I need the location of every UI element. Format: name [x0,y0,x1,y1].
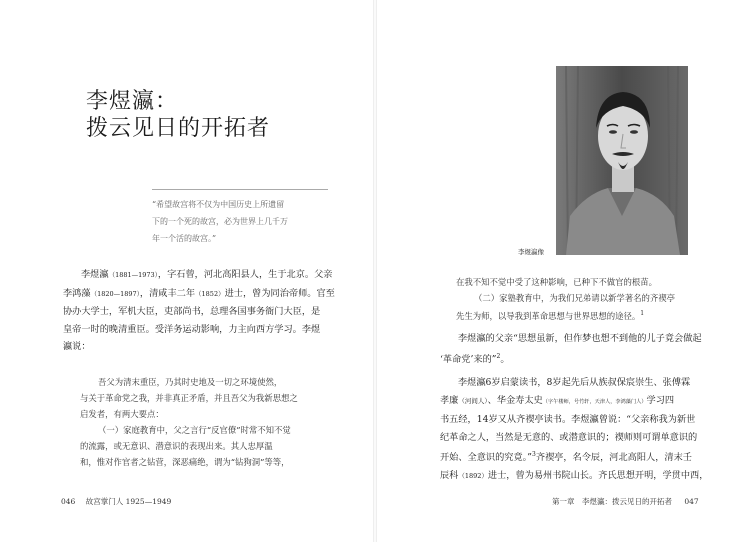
photo-caption: 李煜瀛像 [518,248,544,256]
quote-line: 在我不知不觉中受了这种影响，已种下不做官的根苗。 [456,277,657,287]
epigraph-line: “希望故宫将不仅为中国历史上所遗留 [152,200,285,209]
body-text: 齐禊亭，名令辰，河北高阳人，清末壬 [535,452,692,464]
page-gutter [373,0,377,542]
years-text: （1820—1897） [90,289,140,298]
quote-line: （一）家庭教育中，父之言行“反官僚”时常不知不觉 [98,425,291,435]
chapter-title-line-2: 拨云见日的开拓者 [86,116,271,141]
body-line: 瀛说： [63,341,91,352]
quote-line: 与关于革命党之我，并非真正矛盾，并且吾父为我新思想之 [80,393,298,403]
chapter-running-title: 第一章 李煜瀛：拨云见日的开拓者 [552,497,672,506]
year-text: （1892） [458,471,488,480]
footnote-marker: 2 [496,352,501,360]
body-line: 纪革命之人，当然是无意的、或潜意识的；禊师则可谓单意识的 [440,431,698,443]
quote-line: 启发者，有两大要点： [80,409,164,419]
quote-line: （二）家塾教育中，为我们兄弟请以新学著名的齐禊亭 [474,293,675,303]
quote-line: 和，惟对作官者之钻营，深恶痛绝，谓为“钻狗洞”等等， [80,457,290,467]
body-line [63,285,339,304]
epigraph-line: 年一个活的故宫。” [152,234,217,243]
note-text: （字午楼师，号竹轩，天津人，李鸿藻门人） [542,398,647,405]
body-line: 书五经，14岁又从齐禊亭读书。李煜瀛曾说：“父亲称我为新世 [440,414,696,426]
portrait-photo [556,66,688,255]
body-text: 进士，曾为易州书院山长。齐氏思想开明，学贯中西， [487,469,709,481]
body-text: 进士，曾为同治帝师。官至 [224,287,335,299]
body-text: ，清咸丰二年 [139,287,196,299]
years-text: （1881—1973） [108,271,158,279]
body-line: 协办大学士，军机大臣，吏部尚书，总理各国事务衙门大臣，是 [63,306,321,317]
body-line: 李煜瀛6岁启蒙读书，8岁起先后从族叔保宸崇生、张傅霖 [458,377,691,389]
body-text: 、华金寿太史 [487,394,543,406]
body-line [440,392,718,412]
body-line: ‘革命党’来的”$^2$。 [440,352,510,365]
block-quote-continued [456,274,716,324]
right-footer [552,496,699,507]
body-text: 开始、全意识的究竟。” [440,452,532,464]
footnote-marker: 1 [640,310,645,317]
name-text: 李鸿藻 [63,287,91,299]
name-text: 李煜瀛 [81,269,109,280]
left-footer [61,496,171,507]
page-number: 047 [684,497,699,506]
footnote-marker: 3 [531,451,536,459]
body-text: ，字石曾，河北高阳县人，生于北京。父亲 [157,269,333,280]
body-line [440,446,718,467]
chapter-title [86,88,270,142]
year-text: （1852） [195,289,225,298]
right-page [378,0,750,542]
epigraph-line: 下的一个死的故宫，必为世界上几千万 [152,217,288,226]
chapter-title-line-1: 李煜瀛： [86,89,179,114]
quote-line [456,306,716,324]
block-quote [80,374,342,470]
quote-line: 吾父为清末重臣，乃其时史地及一切之环境使然， [98,377,283,387]
book-title: 故宫掌门人 1925—1949 [85,497,172,506]
body-paragraphs [440,330,718,485]
intro-paragraph [63,266,339,356]
note-text: （河间人） [458,396,488,405]
page-number: 046 [61,497,76,506]
body-text: ‘革命党’来的” [440,353,497,365]
left-page [0,0,372,542]
body-line: 皇帝一时的晚清重臣。受洋务运动影响，力主向西方学习。李煜 [63,323,321,335]
quote-text: 先生为师，以导我到革命思想与世界思想的途径。 [456,310,641,321]
body-text: 辰科 [440,469,459,481]
body-line [440,467,718,486]
body-text: 孝廉 [440,394,459,406]
body-text: 学习四 [646,394,675,406]
body-line: 李煜瀛的父亲“思想虽新，但作梦也想不到他的儿子竟会做起 [458,333,702,344]
quote-line: 的流露，或无意识、潜意识的表现出来。其人忠厚温 [80,441,273,451]
portrait-image [556,66,688,255]
body-line [63,266,339,285]
epigraph [152,189,328,247]
